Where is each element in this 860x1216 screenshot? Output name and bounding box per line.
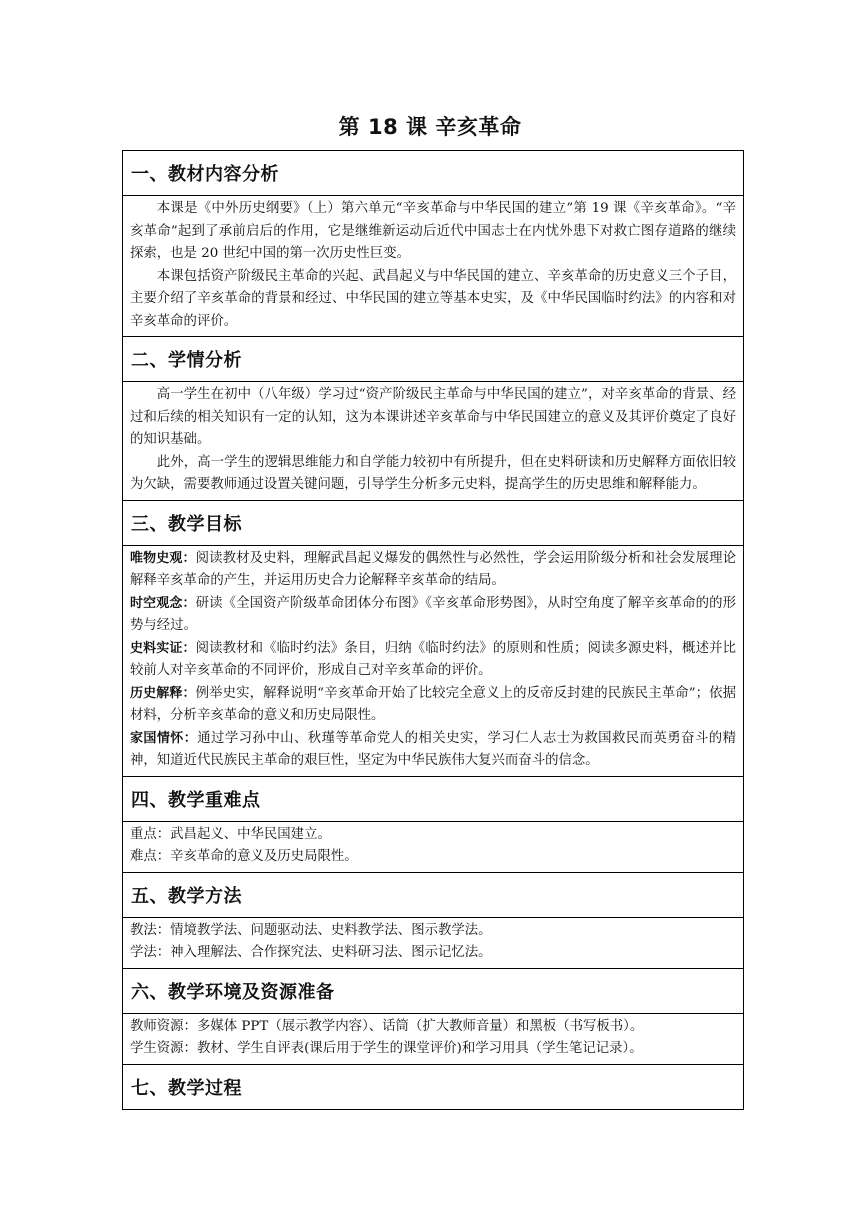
goal-item [130,638,736,683]
section-body-row [123,821,744,872]
section-heading-row [123,337,744,382]
section-heading-resources: 六、教学环境及资源准备 [123,968,744,1013]
section-body-row [123,196,744,337]
section-body-row [123,1013,744,1064]
section-body-teaching-goals [123,545,744,776]
section-heading-teaching-methods: 五、教学方法 [123,872,744,917]
text-line: 教师资源：多媒体 PPT（展示教学内容）、话筒（扩大教师音量）和黑板（书写板书）。 [130,1018,644,1034]
goal-item [130,728,736,773]
section-heading-row [123,776,744,821]
goal-term: 时空观念： [130,595,196,611]
text-line: 教法：情境教学法、问题驱动法、史料教学法、图示教学法。 [130,922,492,938]
section-heading-row [123,1064,744,1109]
section-body-key-points [123,821,744,872]
section-heading-teaching-goals: 三、教学目标 [123,500,744,545]
goal-term: 历史解释： [130,685,196,701]
text-line: 难点：辛亥革命的意义及历史局限性。 [130,849,358,864]
section-heading-student-analysis: 二、学情分析 [123,337,744,382]
section-body-student-analysis [123,382,744,501]
section-body-row [123,917,744,968]
section-heading-row [123,151,744,196]
paragraph: 本课包括资产阶级民主革命的兴起、武昌起义与中华民国的建立、辛亥革命的历史意义三个子目，主要介绍了辛亥革命的背景和经过、中华民国的建立等基本史实，及《中华民国临时约法》的内容和对辛亥革命的评价。 [130,268,736,329]
paragraph: 本课是《中外历史纲要》（上）第六单元“辛亥革命与中华民国的建立”第 19 课《辛亥革命》。“辛亥革命”起到了承前启后的作用，它是继维新运动后近代中国志士在内忧外患下对救亡图存道路的继续探索，也是 20 世纪中国的第一次历史性巨变。 [130,201,736,261]
section-heading-key-points: 四、教学重难点 [123,776,744,821]
page-title: 第 18 课 辛亥革命 [338,115,522,139]
section-heading-textbook-analysis: 一、教材内容分析 [123,151,744,196]
goal-item [130,548,736,593]
goal-term: 家国情怀： [130,730,198,746]
goal-term: 唯物史观： [130,550,196,566]
goal-text: 通过学习孙中山、秋瑾等革命党人的相关史实，学习仁人志士为救国救民而英勇奋斗的精神，知道近代民族民主革命的艰巨性，坚定为中华民族伟大复兴而奋斗的信念。 [130,730,736,768]
goal-term: 史料实证： [130,640,196,656]
text-line: 学法：神入理解法、合作探究法、史料研习法、图示记忆法。 [130,945,492,960]
section-heading-row [123,500,744,545]
section-body-row [123,382,744,501]
section-body-teaching-methods [123,917,744,968]
paragraph: 此外，高一学生的逻辑思维能力和自学能力较初中有所提升，但在史料研读和历史解释方面依旧较为欠缺，需要教师通过设置关键问题，引导学生分析多元史料，提高学生的历史思维和解释能力。 [130,454,736,492]
goal-text: 阅读教材及史料，理解武昌起义爆发的偶然性与必然性，学会运用阶级分析和社会发展理论解释辛亥革命的产生，并运用历史合力论解释辛亥革命的结局。 [130,550,736,588]
text-line: 重点：武昌起义、中华民国建立。 [130,826,331,842]
section-heading-row [123,968,744,1013]
goal-text: 阅读教材和《临时约法》条目，归纳《临时约法》的原则和性质；阅读多源史料，概述并比较前人对辛亥革命的不同评价，形成自己对辛亥革命的评价。 [130,640,736,678]
goal-text: 研读《全国资产阶级革命团体分布图》《辛亥革命形势图》，从时空角度了解辛亥革命的的形势与经过。 [130,595,736,633]
goal-item [130,593,736,638]
section-body-textbook-analysis [123,196,744,337]
goal-text: 例举史实，解释说明“辛亥革命开始了比较完全意义上的反帝反封建的民族民主革命”；依据材料，分析辛亥革命的意义和历史局限性。 [130,685,736,723]
text-line: 学生资源：教材、学生自评表(课后用于学生的课堂评价)和学习用具（学生笔记记录）。 [130,1041,643,1056]
section-heading-row [123,872,744,917]
section-body-resources [123,1013,744,1064]
goal-item [130,683,736,728]
section-heading-teaching-process: 七、教学过程 [123,1064,744,1109]
lesson-plan-table [122,150,744,1110]
section-body-row [123,545,744,776]
paragraph: 高一学生在初中（八年级）学习过“资产阶级民主革命与中华民国的建立”，对辛亥革命的背景、经过和后续的相关知识有一定的认知，这为本课讲述辛亥革命与中华民国建立的意义及其评价奠定了良好的知识基础。 [130,387,736,447]
